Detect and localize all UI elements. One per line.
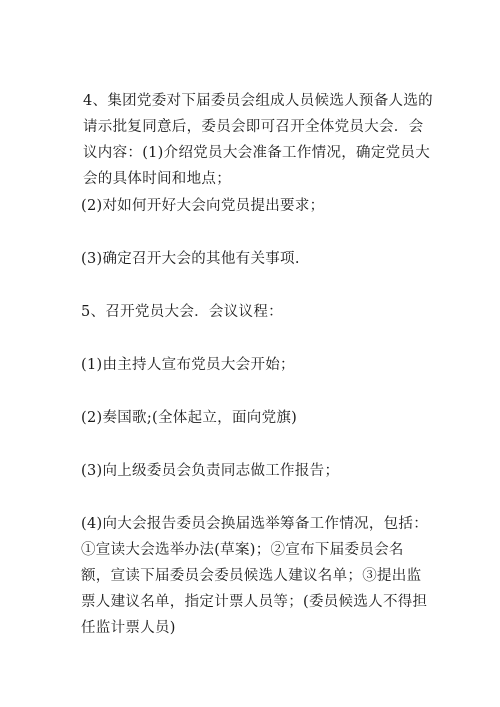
paragraph-agenda-4: (4)向大会报告委员会换届选举筹备工作情况，包括：①宣读大会选举办法(草案)；②宣布下届委员会名额，宣读下届委员会委员候选人建议名单；③提出监票人建议名单，指定计票人员等；(委员候选人不得担任监计票人员) (81, 516, 429, 636)
paragraph-item-5: 5、召开党员大会．会议议程： (81, 304, 283, 320)
paragraph-item-4: 4、集团党委对下届委员会组成人员候选人预备人选的请示批复同意后，委员会即可召开全体党员大会．会议内容：(1)介绍党员大会准备工作情况，确定党员大会的具体时间和地点； (83, 93, 433, 187)
paragraph-agenda-3: (3)向上级委员会负责同志做工作报告； (81, 463, 340, 479)
paragraph-agenda-1: (1)由主持人宣布党员大会开始； (81, 357, 295, 373)
paragraph-subitem-3: (3)确定召开大会的其他有关事项. (81, 251, 300, 267)
paragraph-subitem-2: (2)对如何开好大会向党员提出要求； (81, 198, 325, 214)
paragraph-agenda-2: (2)奏国歌;(全体起立，面向党旗) (81, 410, 298, 426)
